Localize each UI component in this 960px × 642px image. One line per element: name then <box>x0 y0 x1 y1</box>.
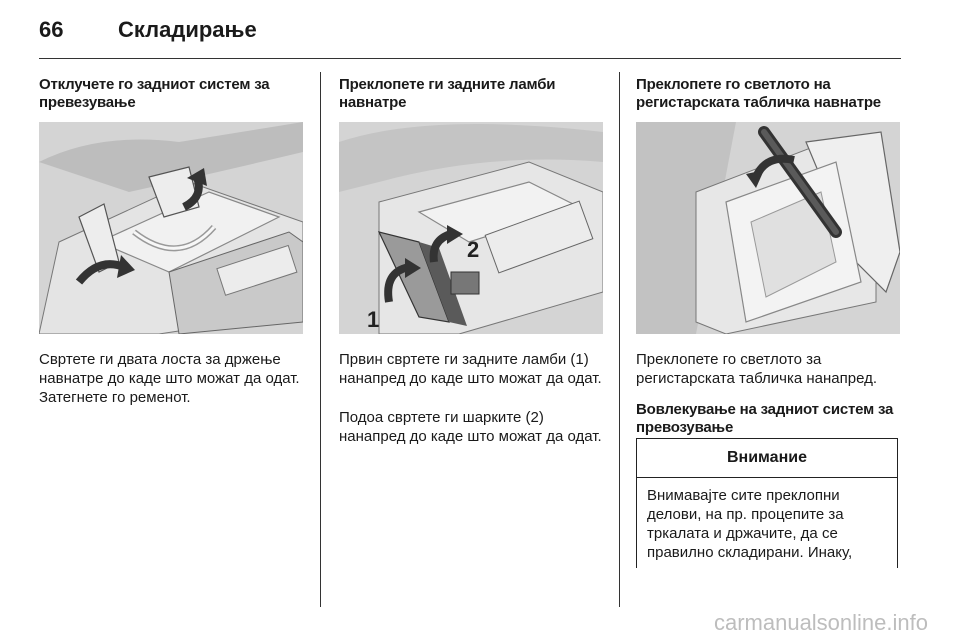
column-unlock <box>39 76 307 112</box>
page-title: Складирање <box>118 17 257 42</box>
column-divider-2 <box>619 72 620 607</box>
section-subheading: Вовлекување на задниот систем за превозување <box>636 401 894 436</box>
instruction-text: Свртете ги двата лоста за држење навнатре до каде што можат да одат. Затегнете го ременот. <box>39 351 300 406</box>
license-plate-light-fold-illustration <box>636 122 900 334</box>
section-heading: Преклопете го светлото на регистарската табличка навнатре <box>636 76 881 111</box>
callout-1: 1 <box>367 307 380 332</box>
rear-lamps-fold-illustration <box>339 122 603 334</box>
header-rule <box>39 58 901 59</box>
section-heading: Отклучете го задниот систем за превезување <box>39 76 270 111</box>
rear-carrier-levers-illustration <box>39 122 303 334</box>
section-heading: Преклопете ги задните ламби навнатре <box>339 76 556 111</box>
column-divider-1 <box>320 72 321 607</box>
instruction-text-1: Првин свртете ги задните ламби (1) нанапред до каде што можат да одат. <box>339 351 602 387</box>
watermark: carmanualsonline.info <box>713 610 928 635</box>
page-number: 66 <box>39 17 64 42</box>
instruction-text-2: Подоа свртете ги шарките (2) нанапред до каде што можат да одат. <box>339 409 602 445</box>
callout-2: 2 <box>467 237 480 262</box>
column-plate-light <box>636 76 904 112</box>
warning-title: Внимание <box>637 439 897 478</box>
column-rear-lamps <box>339 76 607 112</box>
warning-box <box>636 438 898 568</box>
instruction-text: Преклопете го светлото за регистарската табличка нанапред. <box>636 351 877 387</box>
warning-text: Внимавајте сите преклопни делови, на пр. процепите за тркалата и држачите, да се правилно складирани. Инаку, <box>647 487 853 561</box>
